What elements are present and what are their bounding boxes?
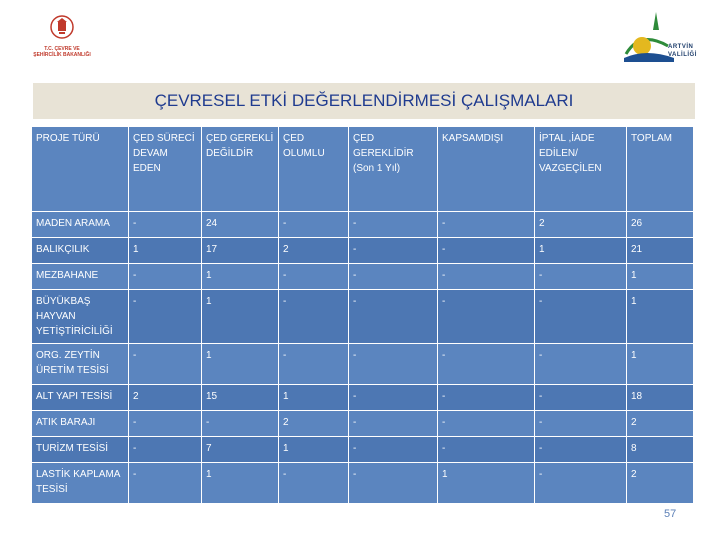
cell-project-type: BALIKÇILIK	[32, 238, 129, 264]
cell-not-required: 15	[202, 385, 279, 411]
column-header-ongoing: ÇED SÜRECİ DEVAM EDEN	[129, 127, 202, 212]
cell-ongoing: 1	[129, 238, 202, 264]
cell-cancelled: -	[535, 411, 627, 437]
cell-required: -	[349, 437, 438, 463]
artvin-emblem-icon	[616, 8, 676, 64]
page-number: 57	[664, 508, 677, 520]
cell-required: -	[349, 290, 438, 344]
cell-project-type: BÜYÜKBAŞ HAYVAN YETİŞTİRİCİLİĞİ	[32, 290, 129, 344]
cell-required: -	[349, 463, 438, 504]
table-row	[32, 212, 694, 238]
page-title: ÇEVRESEL ETKİ DEĞERLENDİRMESİ ÇALIŞMALARI	[154, 91, 574, 110]
cell-positive: 1	[279, 437, 349, 463]
governorship-name-line-1: ARTVİN	[668, 44, 694, 50]
cell-not-required: -	[202, 411, 279, 437]
cell-cancelled: -	[535, 463, 627, 504]
cell-ongoing: -	[129, 463, 202, 504]
table-row	[32, 264, 694, 290]
cell-required: -	[349, 385, 438, 411]
cell-total: 1	[627, 264, 694, 290]
table-row	[32, 411, 694, 437]
cell-ongoing: -	[129, 264, 202, 290]
cell-required: -	[349, 238, 438, 264]
cell-positive: 2	[279, 411, 349, 437]
column-header-cancelled: İPTAL ,İADE EDİLEN/ VAZGEÇİLEN	[535, 127, 627, 212]
cell-positive: -	[279, 212, 349, 238]
cell-project-type: ATIK BARAJI	[32, 411, 129, 437]
ministry-name-line-1: T.C. ÇEVRE VE	[44, 46, 80, 52]
cell-total: 2	[627, 411, 694, 437]
governorship-name-line-2: VALİLİĞİ	[668, 52, 697, 58]
ministry-name-line-2: ŞEHİRCİLİK BAKANLIĞI	[33, 52, 91, 58]
cell-project-type: ALT YAPI TESİSİ	[32, 385, 129, 411]
ced-statistics-table	[31, 126, 694, 504]
column-header-required: ÇED GEREKLİDİR (Son 1 Yıl)	[349, 127, 438, 212]
cell-cancelled: -	[535, 264, 627, 290]
column-header-out-of-scope: KAPSAMDIŞI	[438, 127, 535, 212]
cell-cancelled: 2	[535, 212, 627, 238]
cell-cancelled: -	[535, 385, 627, 411]
ministry-logo	[22, 12, 102, 64]
table-row	[32, 344, 694, 385]
cell-project-type: LASTİK KAPLAMA TESİSİ	[32, 463, 129, 504]
cell-not-required: 24	[202, 212, 279, 238]
cell-ongoing: -	[129, 290, 202, 344]
table-row	[32, 463, 694, 504]
cell-not-required: 17	[202, 238, 279, 264]
cell-positive: -	[279, 463, 349, 504]
cell-total: 21	[627, 238, 694, 264]
cell-total: 8	[627, 437, 694, 463]
cell-not-required: 1	[202, 264, 279, 290]
cell-out-of-scope: -	[438, 290, 535, 344]
cell-total: 2	[627, 463, 694, 504]
column-header-not-required: ÇED GEREKLİ DEĞİLDİR	[202, 127, 279, 212]
cell-project-type: MADEN ARAMA	[32, 212, 129, 238]
cell-required: -	[349, 411, 438, 437]
cell-positive: -	[279, 290, 349, 344]
cell-not-required: 1	[202, 290, 279, 344]
cell-out-of-scope: -	[438, 238, 535, 264]
title-banner	[33, 83, 695, 119]
cell-out-of-scope: -	[438, 264, 535, 290]
cell-out-of-scope: -	[438, 344, 535, 385]
cell-required: -	[349, 212, 438, 238]
cell-total: 18	[627, 385, 694, 411]
cell-cancelled: 1	[535, 238, 627, 264]
cell-positive: -	[279, 264, 349, 290]
cell-out-of-scope: -	[438, 437, 535, 463]
cell-not-required: 1	[202, 344, 279, 385]
cell-total: 1	[627, 344, 694, 385]
cell-ongoing: 2	[129, 385, 202, 411]
cell-positive: 1	[279, 385, 349, 411]
table-row	[32, 437, 694, 463]
cell-out-of-scope: -	[438, 385, 535, 411]
cell-ongoing: -	[129, 212, 202, 238]
cell-ongoing: -	[129, 344, 202, 385]
cell-positive: -	[279, 344, 349, 385]
cell-ongoing: -	[129, 437, 202, 463]
table-row	[32, 238, 694, 264]
ministry-emblem-icon	[49, 12, 75, 42]
governorship-logo	[616, 8, 710, 64]
cell-cancelled: -	[535, 344, 627, 385]
cell-ongoing: -	[129, 411, 202, 437]
cell-project-type: ORG. ZEYTİN ÜRETİM TESİSİ	[32, 344, 129, 385]
cell-project-type: MEZBAHANE	[32, 264, 129, 290]
cell-required: -	[349, 344, 438, 385]
cell-cancelled: -	[535, 437, 627, 463]
cell-out-of-scope: -	[438, 212, 535, 238]
cell-cancelled: -	[535, 290, 627, 344]
cell-out-of-scope: -	[438, 411, 535, 437]
cell-out-of-scope: 1	[438, 463, 535, 504]
column-header-total: TOPLAM	[627, 127, 694, 212]
cell-project-type: TURİZM TESİSİ	[32, 437, 129, 463]
cell-required: -	[349, 264, 438, 290]
cell-positive: 2	[279, 238, 349, 264]
cell-total: 1	[627, 290, 694, 344]
cell-total: 26	[627, 212, 694, 238]
cell-not-required: 7	[202, 437, 279, 463]
column-header-project-type: PROJE TÜRÜ	[32, 127, 129, 212]
table-header-row	[32, 127, 694, 212]
table-row	[32, 290, 694, 344]
table-row	[32, 385, 694, 411]
column-header-positive: ÇED OLUMLU	[279, 127, 349, 212]
cell-not-required: 1	[202, 463, 279, 504]
